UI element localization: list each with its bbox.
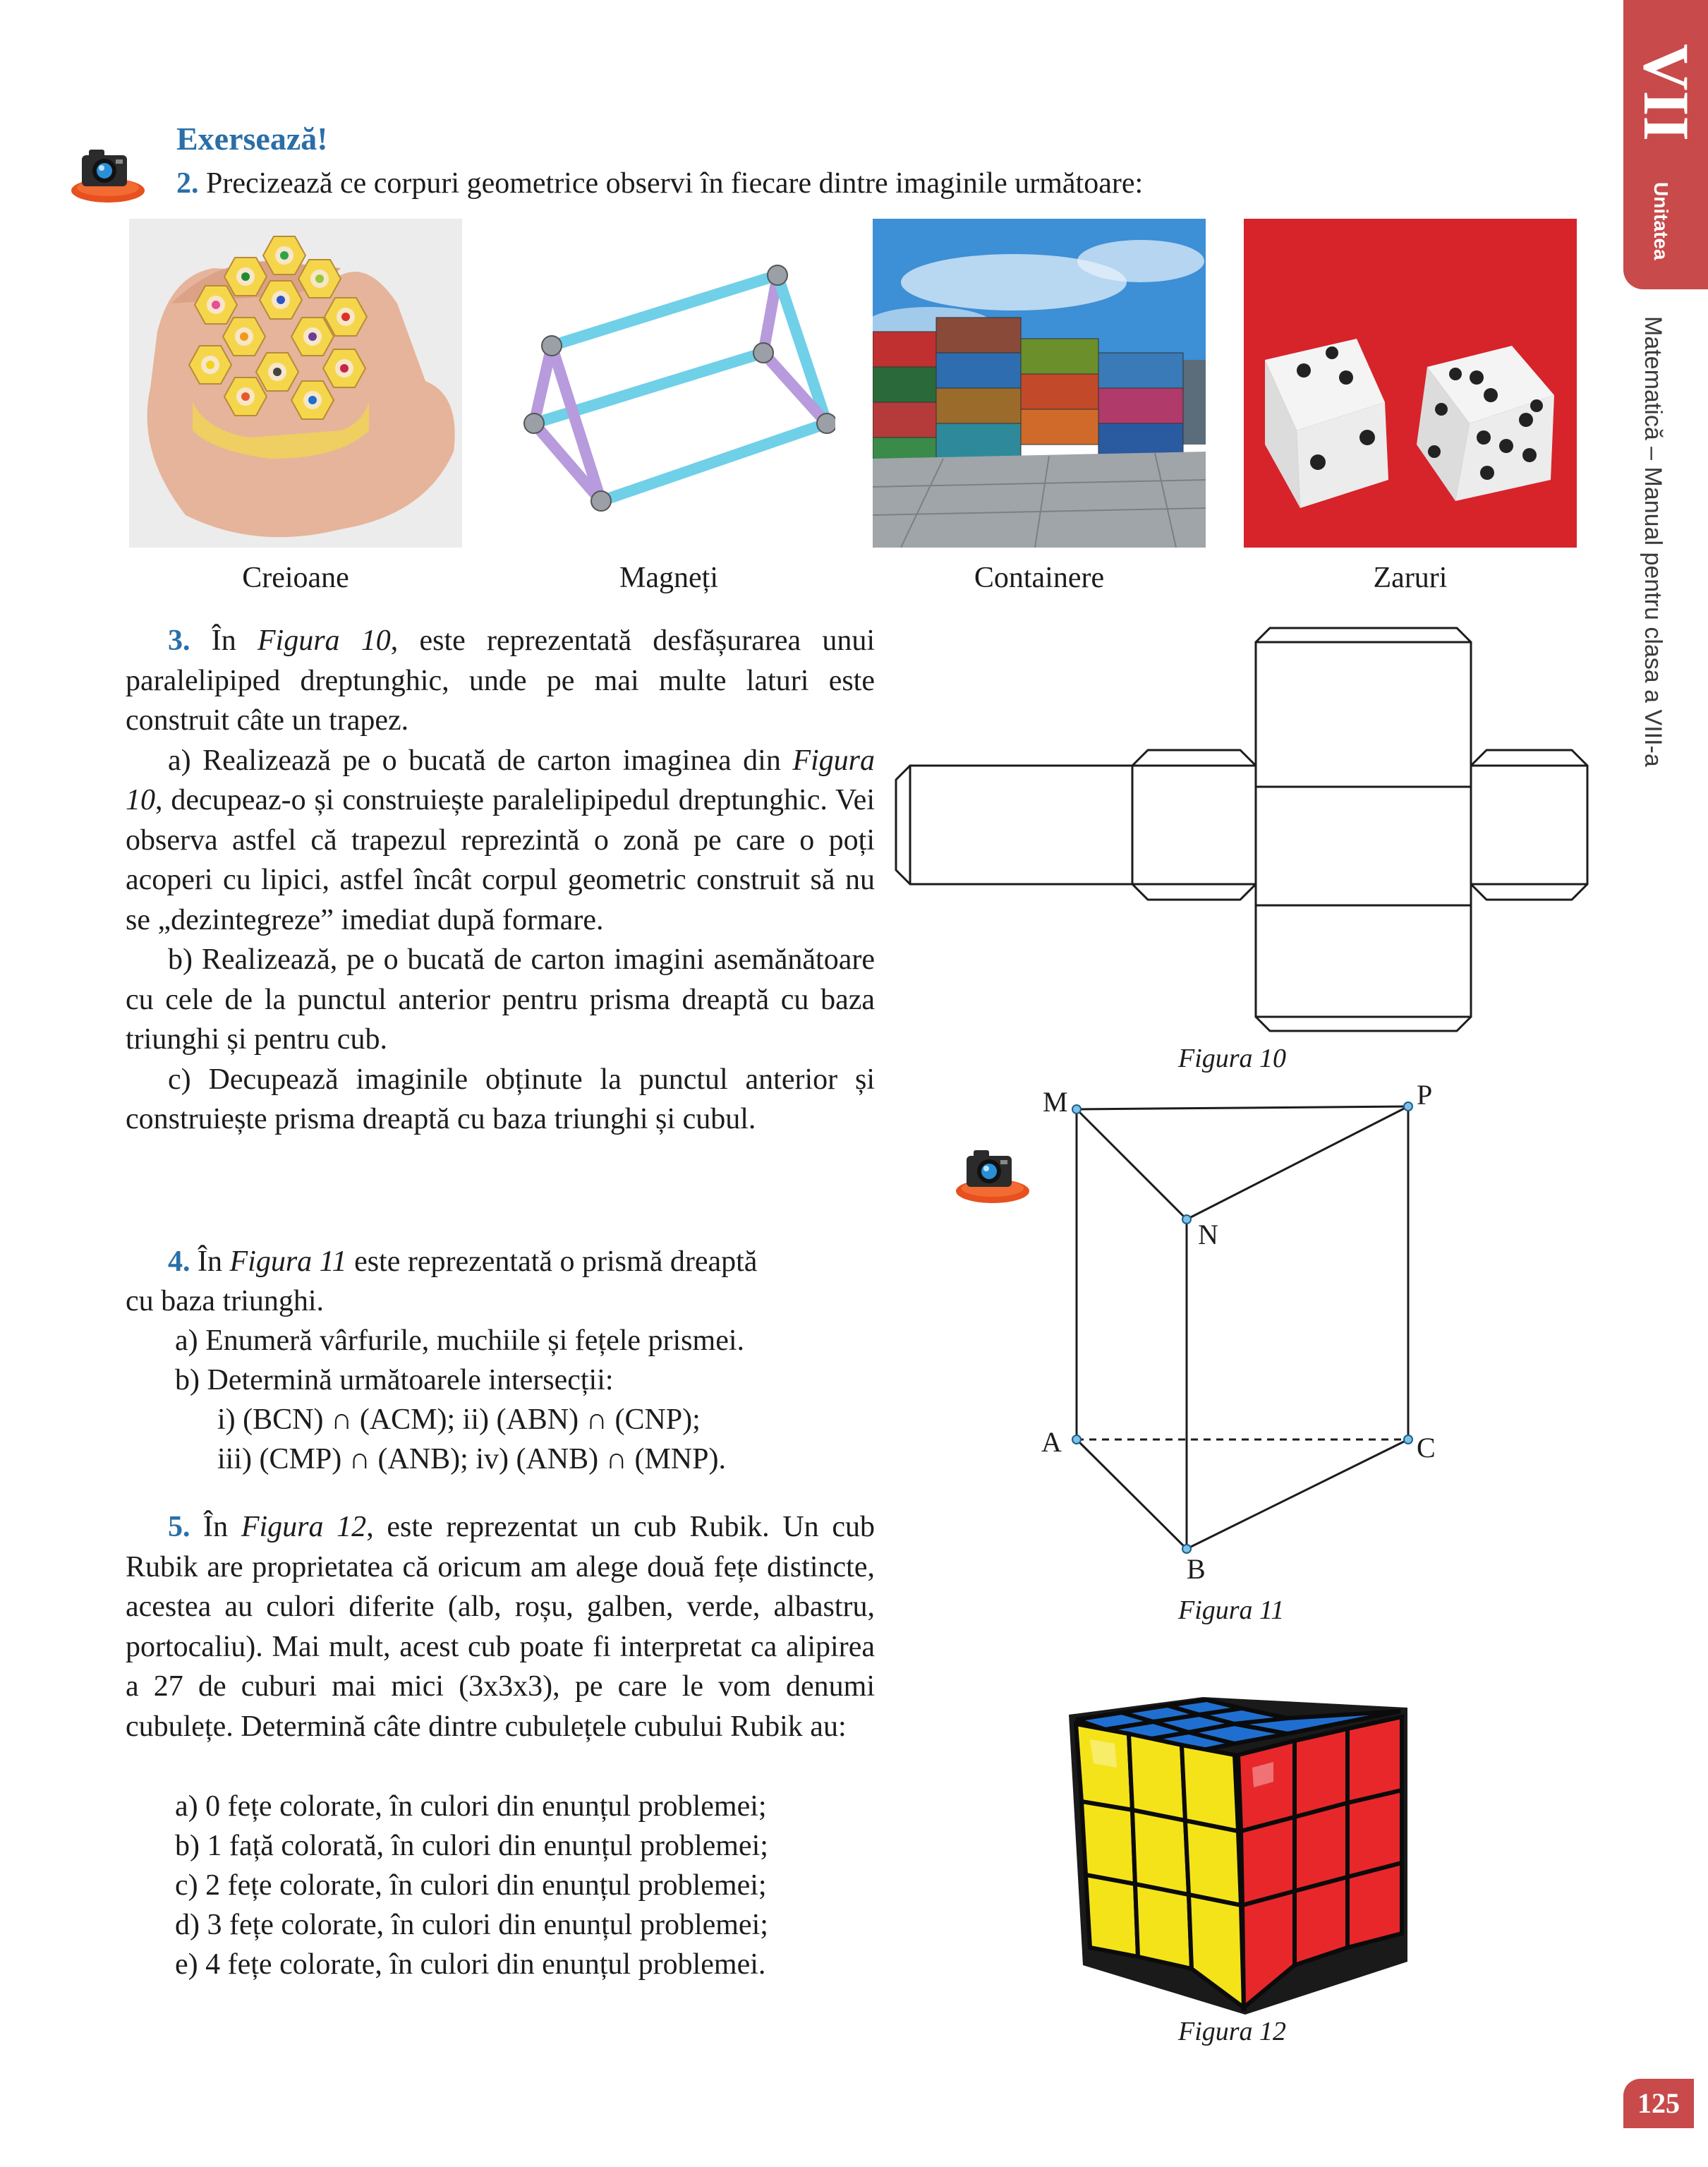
exercise-3-figure-ref: Figura 10 — [257, 624, 391, 657]
exercise-4-intro-line2: cu baza triunghi. — [126, 1285, 325, 1317]
exercise-4-figure-ref: Figura 11 — [229, 1245, 347, 1278]
point-p: P — [1417, 1079, 1433, 1111]
figure-10-caption: Figura 10 — [1178, 1044, 1287, 1073]
camera-icon-2 — [954, 1142, 1031, 1205]
figure-12-rubik-cube — [1062, 1690, 1415, 2022]
figure-11-caption: Figura 11 — [1178, 1595, 1285, 1625]
exercise-5-number: 5. — [168, 1511, 190, 1543]
exercise-4-a: a) Enumeră vârfurile, muchiile și fețele prismei. — [175, 1324, 745, 1357]
dice-photo — [1244, 219, 1577, 548]
exercise-5-item-b: b) 1 față colorată, în culori din enunțul problemei; — [175, 1830, 768, 1862]
exercise-4-intro-post: este reprezentată o prismă dreaptă — [346, 1245, 758, 1278]
pencils-photo — [129, 219, 462, 548]
caption-containers: Containere — [974, 562, 1105, 594]
exercise-4-number: 4. — [168, 1245, 190, 1278]
exercise-3-c: c) Decupează imaginile obținute la punctul anterior și construiește prisma dreaptă cu baza triunghi și cubul. — [126, 1063, 875, 1135]
exercise-4-line-i: i) (BCN) ∩ (ACM); ii) (ABN) ∩ (CNP); — [217, 1404, 701, 1436]
point-m: M — [1043, 1086, 1068, 1118]
exercise-2-text: Precizează ce corpuri geometrice observi în fiecare dintre imaginile următoare: — [206, 167, 1144, 200]
caption-magnets: Magneți — [619, 562, 718, 594]
exercise-3-a-post: , decupeaz-o și construiește paralelipipedul dreptunghic. Vei observa astfel că trapezul reprezintă o zonă pe care o poți acoperi cu lipici, astfel încât corpul geometric construit să nu se „dezintegreze” imediat după formare. — [126, 784, 875, 936]
exercise-3-intro — [126, 621, 875, 741]
point-c: C — [1417, 1432, 1436, 1463]
exercise-4-b: b) Determină următoarele intersecții: — [175, 1364, 614, 1396]
exercise-heading: Exersează! — [176, 121, 328, 157]
exercise-5-item-e: e) 4 fețe colorate, în culori din enunțul problemei. — [175, 1948, 766, 1981]
exercise-2-number: 2. — [176, 167, 199, 200]
point-b: B — [1187, 1553, 1206, 1585]
magnets-photo — [502, 219, 835, 548]
exercise-3-intro-pre: În — [211, 624, 258, 657]
exercise-5-intro-pre: În — [203, 1511, 241, 1543]
figure-12-caption: Figura 12 — [1178, 2017, 1287, 2046]
exercise-5-figure-ref: Figura 12 — [241, 1511, 367, 1543]
exercise-2-prompt — [176, 164, 1143, 203]
figure-11-prism — [1030, 1080, 1467, 1588]
unit-number: VII — [1630, 44, 1702, 142]
exercise-3 — [126, 621, 875, 1140]
point-n: N — [1198, 1219, 1218, 1250]
exercise-3-b: b) Realizează, pe o bucată de carton imagini asemănătoare cu cele de la punctul anterior pentru prisma dreaptă cu baza triunghi și pentru cub. — [126, 943, 875, 1056]
exercise-5-item-c: c) 2 fețe colorate, în culori din enunțul problemei; — [175, 1869, 767, 1902]
exercise-5-item-a: a) 0 fețe colorate, în culori din enunțul problemei; — [175, 1790, 767, 1823]
exercise-5-item-d: d) 3 fețe colorate, în culori din enunțul problemei; — [175, 1909, 768, 1941]
exercise-3-a — [126, 741, 875, 941]
caption-pencils: Creioane — [242, 562, 349, 594]
caption-dice: Zaruri — [1373, 562, 1448, 594]
exercise-5-intro-post: , este reprezentat un cub Rubik. Un cub Rubik are proprietatea că oricum am alege două fețe distincte, acestea au culori diferite (alb, roșu, galben, verde, albastru, portocaliu). Mai mult, acest cub poate fi interpretat ca alipirea a 27 de cuburi mai mici (3x3x3), pe care le vom denumi cubulețe. Determină câte dintre cubulețele cubului Rubik au: — [126, 1511, 875, 1743]
exercise-4-intro — [126, 1242, 757, 1281]
point-a: A — [1041, 1426, 1062, 1458]
camera-icon — [69, 141, 147, 205]
exercise-5 — [126, 1507, 875, 1746]
exercise-3-number: 3. — [168, 624, 190, 657]
page-number: 125 — [1623, 2079, 1694, 2128]
figure-10-net-overlay — [892, 624, 1598, 1034]
exercise-3-a-pre: a) Realizează pe o bucată de carton imaginea din — [168, 744, 793, 777]
exercise-4-line-iii: iii) (CMP) ∩ (ANB); iv) (ANB) ∩ (MNP). — [217, 1443, 726, 1475]
exercise-3-a-figure-ref: Figura 10 — [126, 744, 875, 816]
unit-label: Unitatea — [1650, 182, 1672, 260]
exercise-3-intro-post: , este reprezentată desfășurarea unui paralelipiped dreptunghic, unde pe mai multe laturi este construit câte un trapez. — [126, 624, 876, 737]
containers-photo — [873, 219, 1206, 548]
exercise-4-intro-pre: În — [198, 1245, 230, 1278]
book-title: Matematică – Manual pentru clasa a VIII-a — [1640, 316, 1666, 767]
exercise-5-intro — [126, 1507, 875, 1746]
